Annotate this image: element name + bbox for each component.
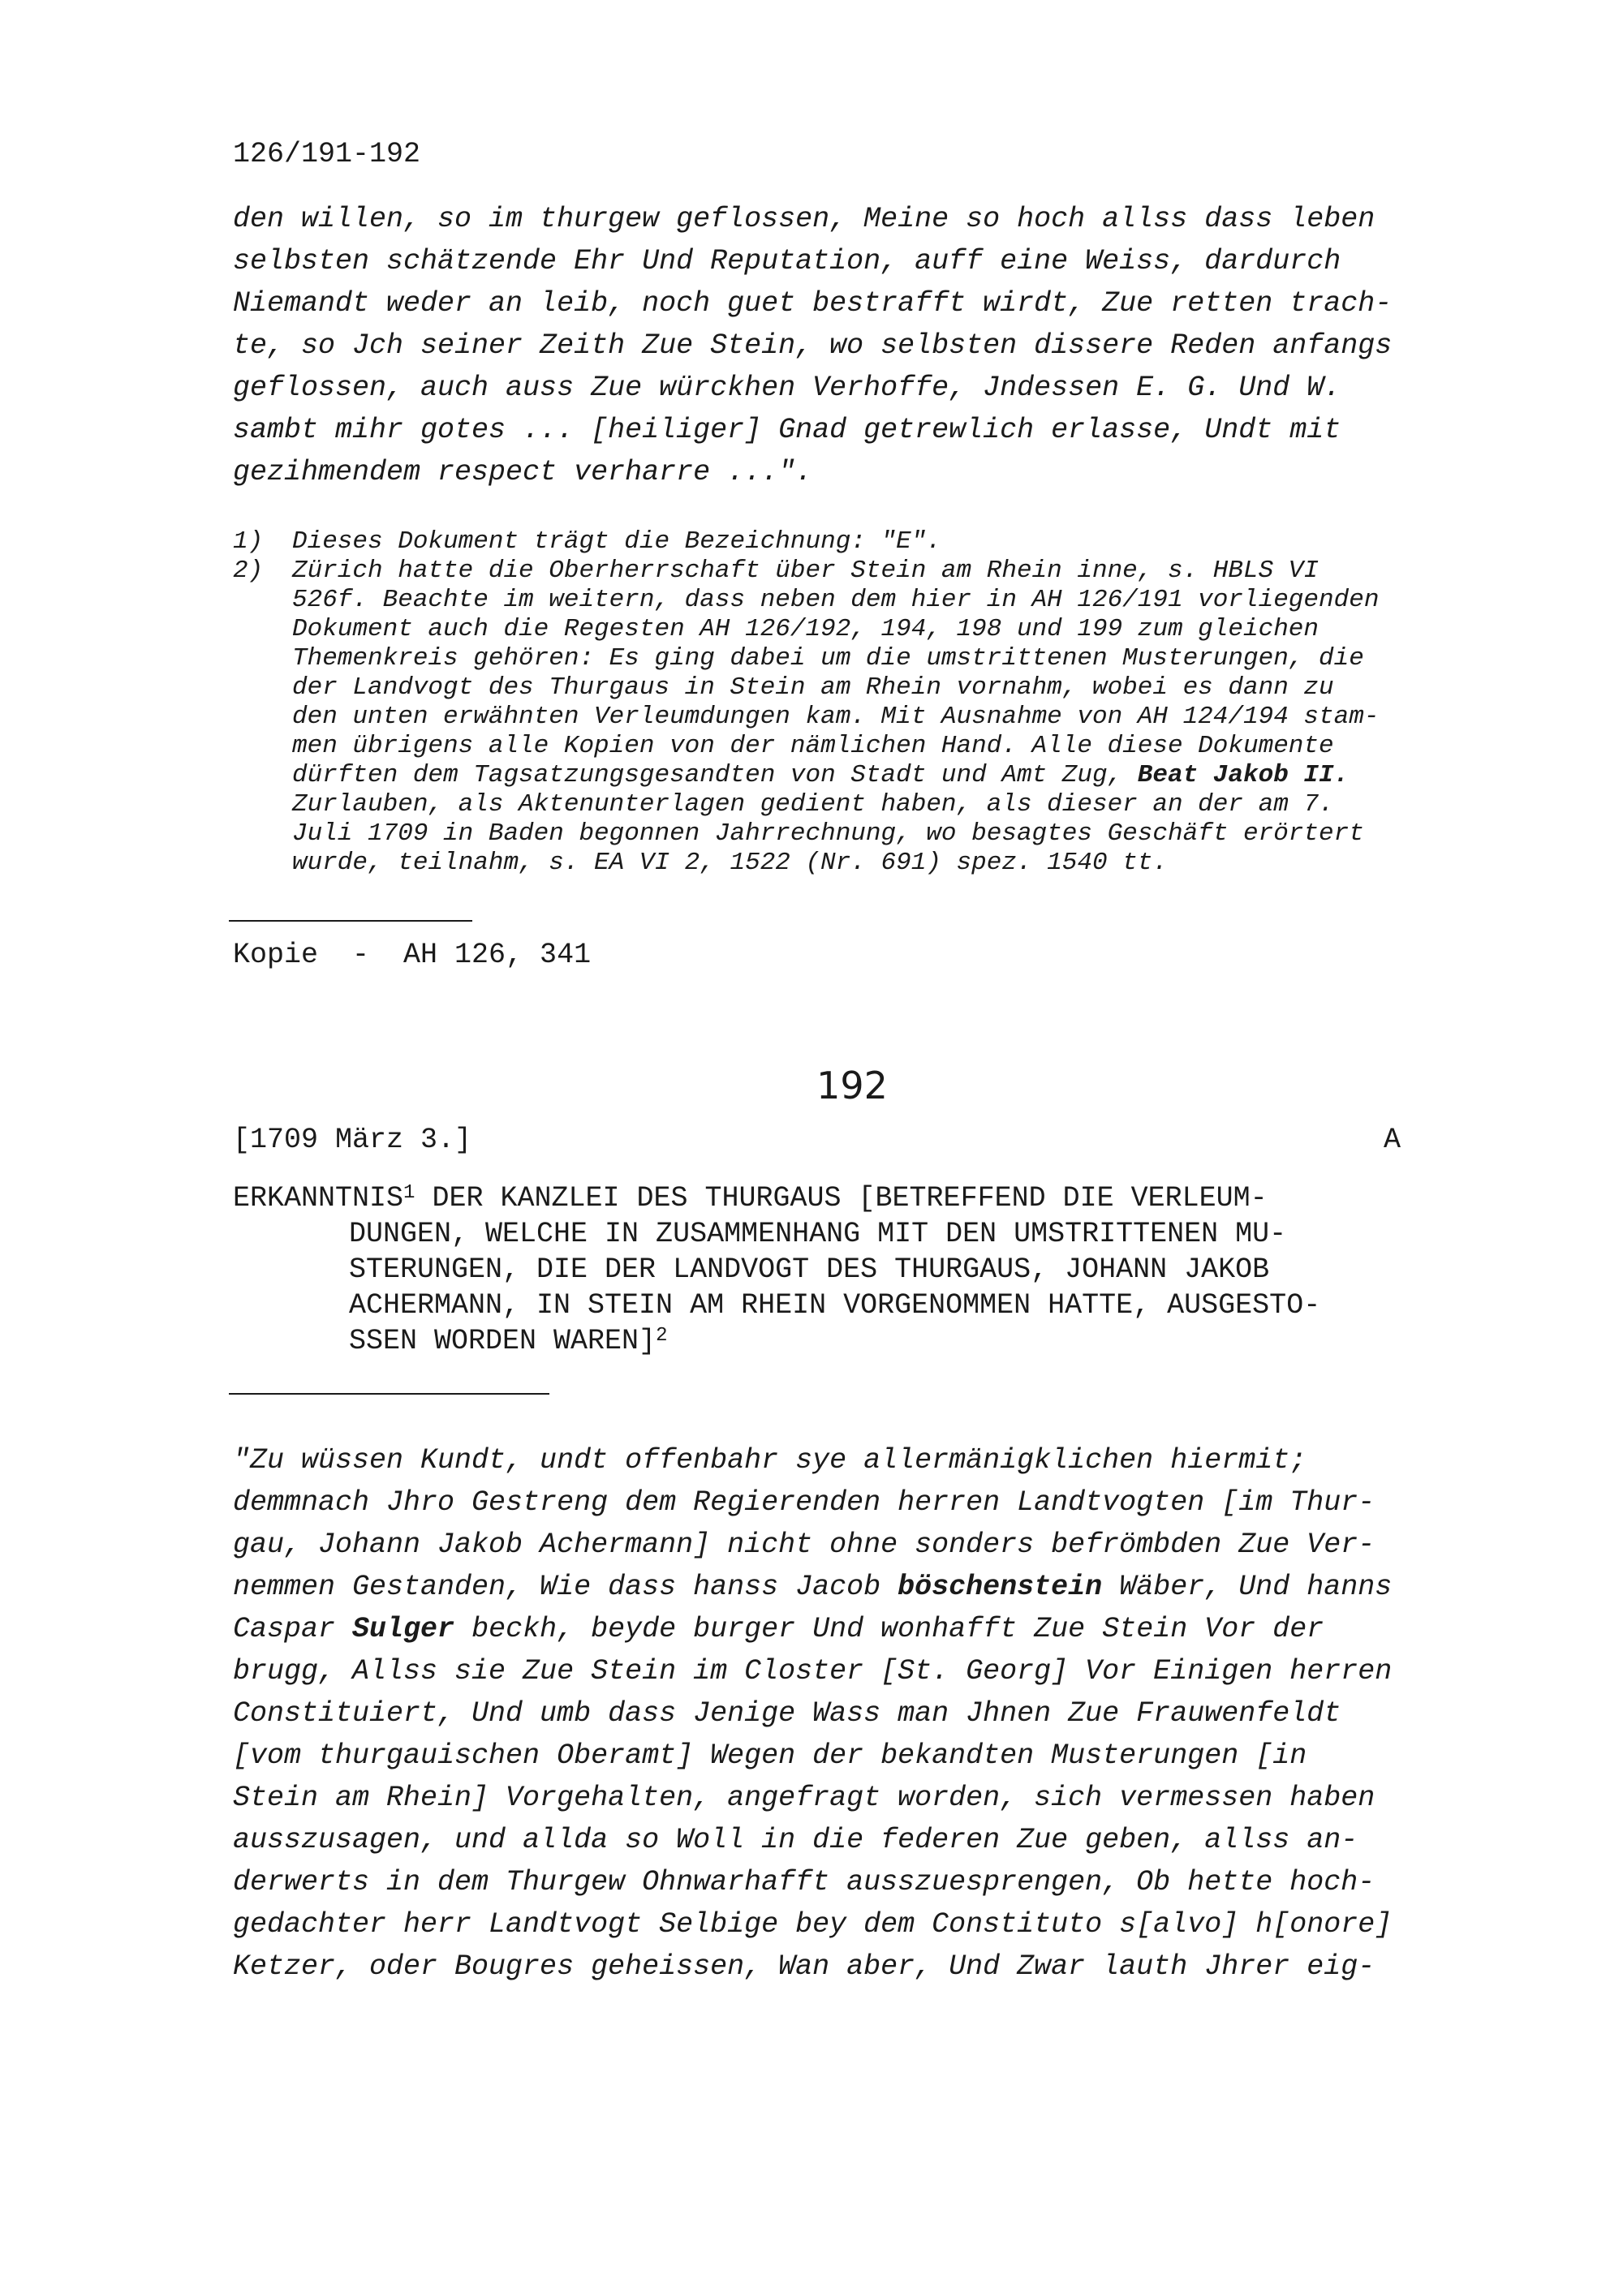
text-line xyxy=(233,1613,1324,1645)
text-line: demmnach Jhro Gestreng dem Regierenden herren Landtvogten [im Thur- xyxy=(233,1486,1375,1519)
footnote-text: der Landvogt des Thurgaus in Stein am Rhein vornahm, wobei es dann zu xyxy=(292,673,1334,702)
document-letter: A xyxy=(1384,1124,1401,1156)
text-line: sambt mihr gotes ... [heiliger] Gnad getrewlich erlasse, Undt mit xyxy=(233,414,1341,446)
section-divider xyxy=(229,920,472,922)
text-line: Constituiert, Und umb dass Jenige Wass man Jhnen Zue Frauwenfeldt xyxy=(233,1697,1341,1730)
text-line: den willen, so im thurgew geflossen, Meine so hoch allss dass leben xyxy=(233,203,1375,235)
title-line: ACHERMANN, IN STEIN AM RHEIN VORGENOMMEN HATTE, AUSGESTO- xyxy=(349,1289,1321,1322)
text-line: ausszusagen, und allda so Woll in die federen Zue geben, allss an- xyxy=(233,1824,1358,1856)
text-line: geflossen, auch auss Zue würckhen Verhoffe, Jndessen E. G. Und W. xyxy=(233,372,1341,404)
text-line: "Zu wüssen Kundt, undt offenbahr sye allermänigklichen hiermit; xyxy=(233,1444,1307,1477)
text-line: Niemandt weder an leib, noch guet bestrafft wirdt, Zue retten trach- xyxy=(233,287,1393,320)
footnote-text: Dokument auch die Regesten AH 126/192, 194, 198 und 199 zum gleichen xyxy=(292,615,1319,643)
footnote-text: 526f. Beachte im weitern, dass neben dem hier in AH 126/191 vorliegenden xyxy=(292,586,1380,614)
document-number: 192 xyxy=(816,1064,888,1107)
text-line: Stein am Rhein] Vorgehalten, angefragt worden, sich vermessen haben xyxy=(233,1782,1375,1814)
text-line: derwerts in dem Thurgew Ohnwarhafft ausszuesprengen, Ob hette hoch- xyxy=(233,1866,1375,1898)
text-line: gau, Johann Jakob Achermann] nicht ohne sonders befrömbden Zue Ver- xyxy=(233,1529,1375,1561)
footnote-text-part: dürften dem Tagsatzungsgesandten von Stadt und Amt Zug, xyxy=(292,761,1138,789)
footnote-text: wurde, teilnahm, s. EA VI 2, 1522 (Nr. 691) spez. 1540 tt. xyxy=(292,849,1168,877)
footnote-number: 1) xyxy=(233,527,264,556)
title-text: SSEN WORDEN WAREN] xyxy=(349,1325,657,1357)
footnote-text: den unten erwähnten Verleumdungen kam. Mit Ausnahme von AH 124/194 stam- xyxy=(292,703,1380,731)
footnote-text: Themenkreis gehören: Es ging dabei um die umstrittenen Musterungen, die xyxy=(292,644,1364,673)
text-part: Caspar xyxy=(233,1613,353,1645)
footnote-text: Juli 1709 in Baden begonnen Jahrrechnung, wo besagtes Geschäft erörtert xyxy=(292,819,1364,848)
text-line: selbsten schätzende Ehr Und Reputation, auff eine Weiss, dardurch xyxy=(233,245,1341,277)
footnote-marker: 1 xyxy=(403,1182,415,1204)
source-reference: Kopie - AH 126, 341 xyxy=(233,939,592,971)
document-date: [1709 März 3.] xyxy=(233,1124,472,1156)
text-part: beckh, beyde burger Und wonhafft Zue Stein Vor der xyxy=(454,1613,1324,1645)
title-line: STERUNGEN, DIE DER LANDVOGT DES THURGAUS, JOHANN JAKOB xyxy=(349,1253,1270,1286)
person-name: böschenstein xyxy=(898,1571,1103,1603)
section-divider xyxy=(229,1393,549,1395)
footnote-text: men übrigens alle Kopien von der nämlichen Hand. Alle diese Dokumente xyxy=(292,732,1334,760)
footnote-marker: 2 xyxy=(656,1325,668,1347)
footnote-text: Zürich hatte die Oberherrschaft über Stein am Rhein inne, s. HBLS VI xyxy=(292,557,1319,585)
text-line: gezihmendem respect verharre ...". xyxy=(233,456,813,488)
person-name: Beat Jakob II. xyxy=(1137,761,1350,789)
text-part: nemmen Gestanden, Wie dass hanss Jacob xyxy=(233,1571,898,1603)
footnote-text: Zurlauben, als Aktenunterlagen gedient haben, als dieser an der am 7. xyxy=(292,790,1334,819)
text-line: te, so Jch seiner Zeith Zue Stein, wo selbsten dissere Reden anfangs xyxy=(233,329,1393,362)
text-line: gedachter herr Landtvogt Selbige bey dem Constituto s[alvo] h[onore] xyxy=(233,1908,1393,1941)
title-text: ERKANNTNIS xyxy=(233,1182,404,1215)
text-line: Ketzer, oder Bougres geheissen, Wan aber, Und Zwar lauth Jhrer eig- xyxy=(233,1950,1375,1983)
footnote-number: 2) xyxy=(233,557,264,585)
page-reference: 126/191-192 xyxy=(233,138,421,170)
text-line: brugg, Allss sie Zue Stein im Closter [St. Georg] Vor Einigen herren xyxy=(233,1655,1393,1688)
title-line xyxy=(349,1323,667,1359)
text-line xyxy=(233,1571,1392,1603)
footnote-text: Dieses Dokument trägt die Bezeichnung: "E". xyxy=(292,527,941,556)
person-name: Sulger xyxy=(352,1613,455,1645)
title-text: DER KANZLEI DES THURGAUS [BETREFFEND DIE VERLEUM- xyxy=(415,1182,1268,1215)
text-part: Wäber, Und hanns xyxy=(1102,1571,1393,1603)
title-line: DUNGEN, WELCHE IN ZUSAMMENHANG MIT DEN UMSTRITTENEN MU- xyxy=(349,1218,1287,1250)
footnote-text xyxy=(292,761,1349,790)
text-line: [vom thurgauischen Oberamt] Wegen der bekandten Musterungen [in xyxy=(233,1739,1307,1772)
title-line xyxy=(233,1180,1268,1216)
